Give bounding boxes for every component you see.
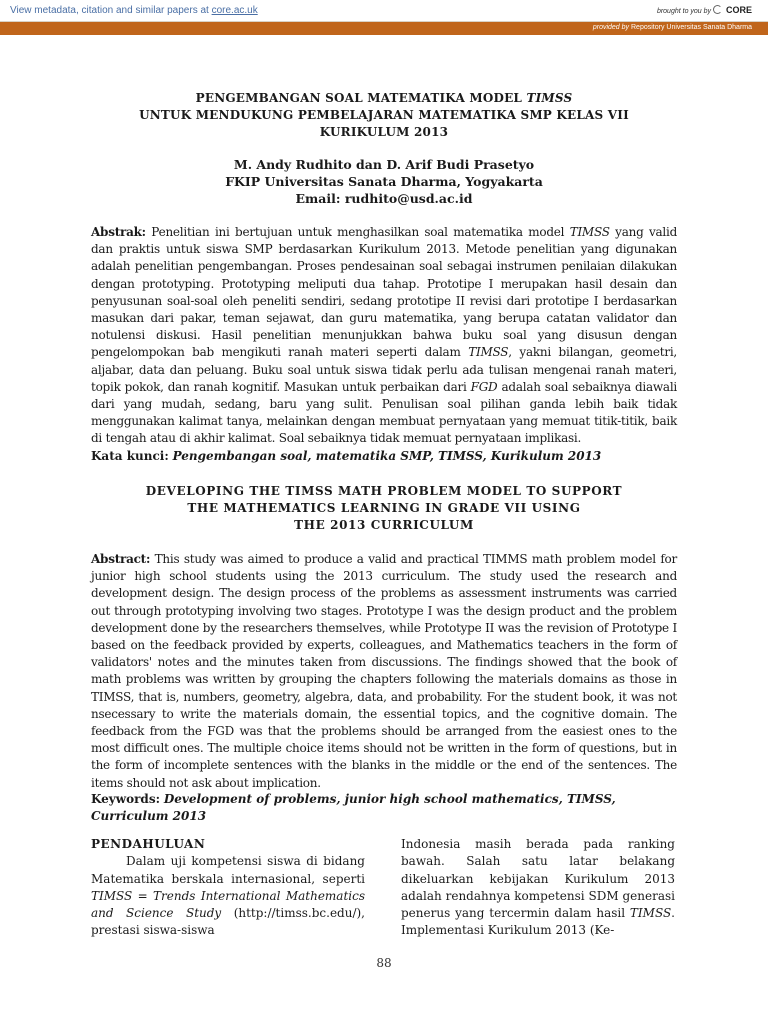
- abstract-id-label: Abstrak:: [91, 225, 146, 239]
- en-title-line-3: THE 2013 CURRICULUM: [294, 518, 474, 532]
- abstract-en-label: Abstract:: [91, 552, 151, 566]
- core-provided-bar: [0, 22, 768, 35]
- intro-left-column: [91, 836, 365, 940]
- core-logo-icon: [713, 5, 722, 14]
- provided-by-text[interactable]: provided by Repository Universitas Sanata Dharma: [592, 24, 752, 31]
- en-title-line-2: THE MATHEMATICS LEARNING IN GRADE VII USING: [187, 501, 581, 515]
- paper-title-id: [91, 90, 677, 141]
- intro-paragraph: Dalam uji kompetensi siswa di bidang Matematika berskala internasional, seperti TIMSS = Trends International Mathematics and Science Study (http://timss.bc.edu/), prestasi siswa-siswa: [91, 854, 365, 938]
- abstract-en: Abstract: This study was aimed to produce a valid and practical TIMMS math problem model for junior high school students using the 2013 curriculum. The study used the research and development design. The design process of the problems as assessment instruments was carried out through prototyping involving two stages. Prototype I was the design product and the problem development done by the researchers themselves, while Prototype II was the revision of Prototype I based on the feedback provided by experts, colleagues, and Mathematics teachers in the form of validators' notes and the minutes taken from discussions. The findings showed that the book of math problems was written by grouping the chapters following the materials domains as those in TIMSS, that is, numbers, geometry, algebra, data, and probability. For the student book, it was not nsecessary to write the materials domain, the essential topics, and the cognitive domain. The feedback from the FGD was that the problems should be arranged from the easiest ones to the most difficult ones. The multiple choice items should not be written in the form of questions, but in the form of incomplete sentences with the blanks in the middle or the end of the sentences. The items should not ask about implication.: [91, 552, 677, 790]
- abstract-id: Abstrak: Penelitian ini bertujuan untuk menghasilkan soal matematika model TIMSS yang valid dan praktis untuk siswa SMP berdasarkan Kurikulum 2013. Metode penelitian yang digunakan adalah penelitian pengembangan. Proses pendesainan soal sebagai instrumen penilaian dilakukan dengan prototyping. Prototyping meliputi dua tahap. Prototipe I merupakan hasil desain dan penyusunan soal-soal oleh peneliti sendiri, sedang prototipe II revisi dari prototipe I berdasarkan masukan dari pakar, teman sejawat, dan guru matematika, yang berupa catatan validator dan notulensi diskusi. Hasil penelitian menunjukkan bahwa buku soal yang disusun dengan pengelompokan bab mengikuti ranah materi seperti dalam TIMSS, yakni bilangan, geometri, aljabar, data dan peluang. Buku soal untuk siswa tidak perlu ada tulisan mengenai ranah materi, topik pokok, dan ranah kognitif. Masukan untuk perbaikan dari FGD adalah soal sebaiknya diawali dari yang mudah, sedang, baru yang sulit. Penulisan soal pilihan ganda lebih baik tidak menggunakan kalimat tanya, melainkan dengan membuat pernyataan yang memuat titik-titik, baik di tengah atau di akhir kalimat. Soal sebaiknya tidak memuat pernyataan implikasi.: [91, 225, 678, 446]
- page-number: 88: [376, 956, 392, 970]
- en-title-line-1: DEVELOPING THE TIMSS MATH PROBLEM MODEL TO SUPPORT: [145, 484, 623, 498]
- authors: M. Andy Rudhito dan D. Arif Budi Prasetyo: [233, 157, 535, 172]
- keywords-en: Keywords: Development of problems, junior high school mathematics, TIMSS, Curriculum 2013: [91, 792, 616, 823]
- core-ac-uk-link[interactable]: core.ac.uk: [211, 5, 258, 16]
- core-metadata-link[interactable]: View metadata, citation and similar papers at core.ac.uk: [10, 5, 258, 16]
- keywords-id: Kata kunci: Pengembangan soal, matematika SMP, TIMSS, Kurikulum 2013: [91, 449, 602, 463]
- intro-right-column: Indonesia masih berada pada ranking bawah. Salah satu latar belakang dikeluarkan kebijakan Kurikulum 2013 adalah rendahnya kompetensi SDM generasi penerus yang tercermin dalam hasil TIMSS. Implementasi Kurikulum 2013 (Ke-: [401, 837, 675, 938]
- email: Email: rudhito@usd.ac.id: [295, 191, 473, 206]
- paper-title-en: [91, 483, 677, 534]
- title-line-1: PENGEMBANGAN SOAL MATEMATIKA MODEL TIMSS: [195, 91, 573, 105]
- brought-to-you-by: brought to you by CORE: [656, 5, 752, 15]
- title-line-3: KURIKULUM 2013: [319, 125, 449, 139]
- affiliation: FKIP Universitas Sanata Dharma, Yogyakarta: [225, 174, 543, 189]
- core-logo[interactable]: CORE: [725, 5, 752, 15]
- author-block: [91, 156, 677, 207]
- title-line-2: UNTUK MENDUKUNG PEMBELAJARAN MATEMATIKA SMP KELAS VII: [139, 108, 629, 122]
- section-heading: PENDAHULUAN: [91, 837, 206, 851]
- core-banner: [0, 0, 768, 22]
